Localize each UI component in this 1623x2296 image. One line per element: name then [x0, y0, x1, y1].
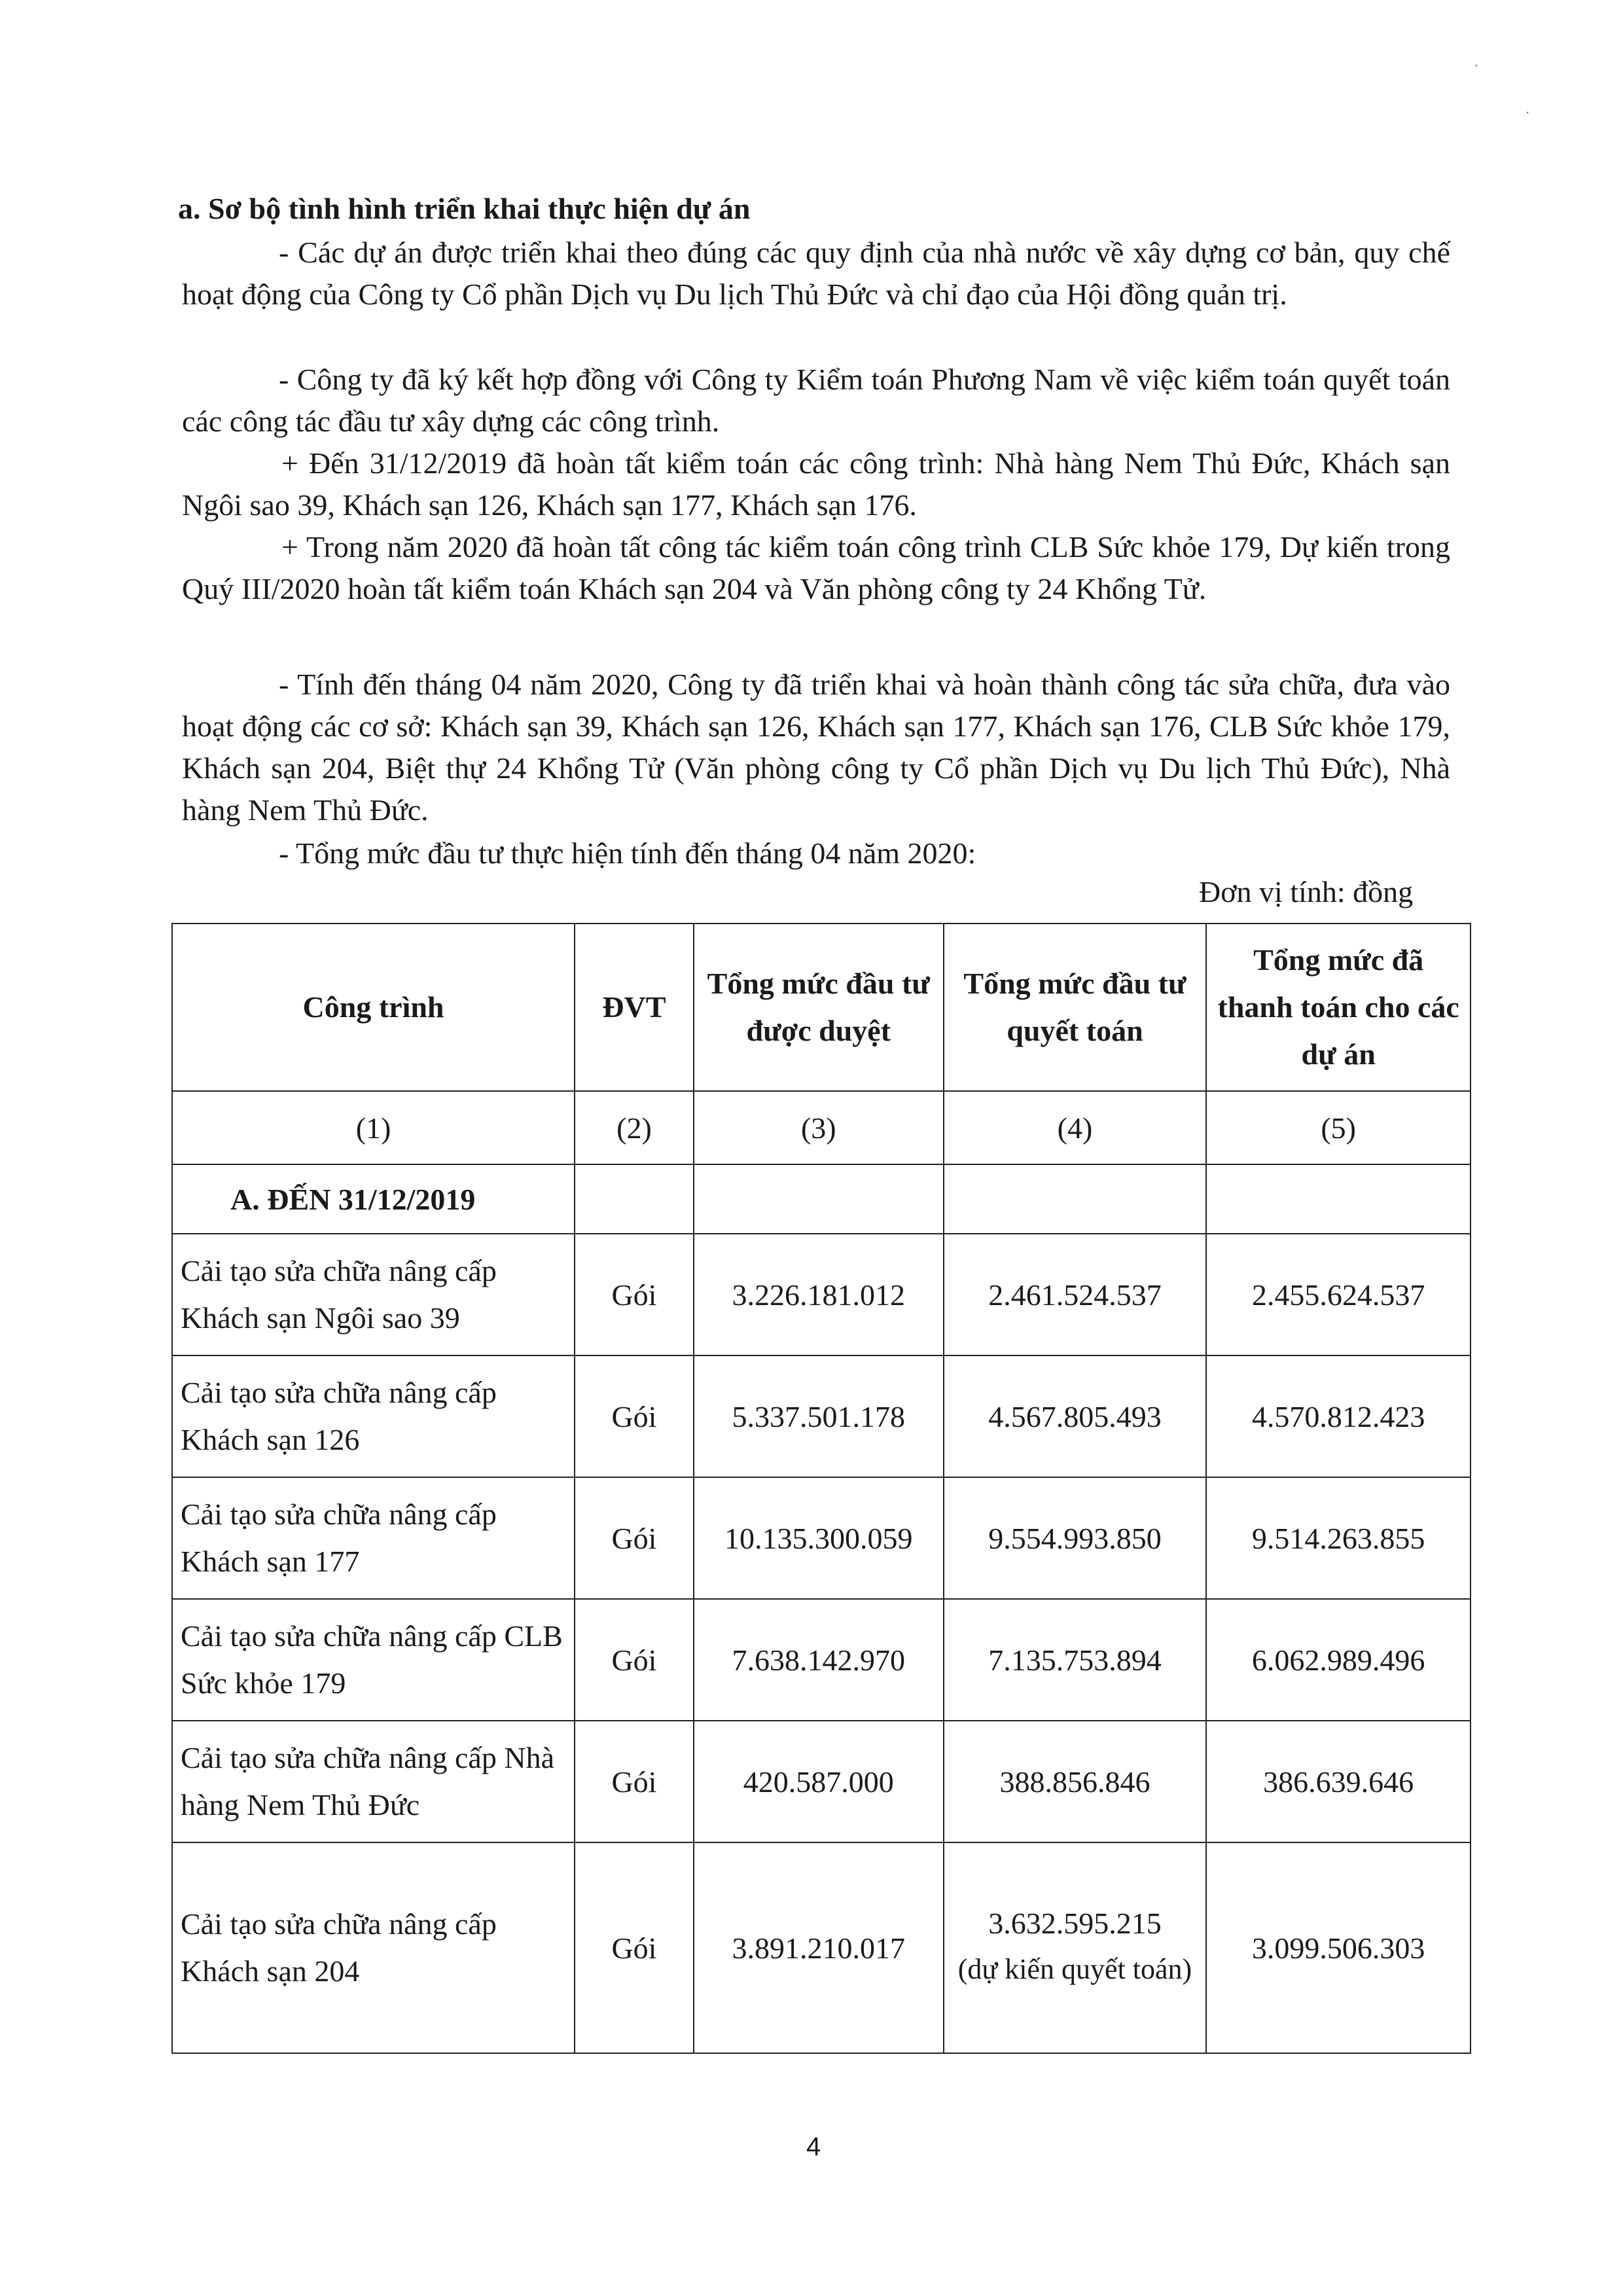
settled-cell: 7.135.753.894: [944, 1599, 1207, 1721]
paid-cell: 4.570.812.423: [1206, 1355, 1471, 1477]
column-number: (2): [575, 1091, 694, 1164]
project-name: Cải tạo sửa chữa nâng cấp Khách sạn 177: [172, 1477, 575, 1599]
paragraph-1: - Các dự án được triển khai theo đúng các quy định của nhà nước về xây dựng cơ bản, quy chế hoạt động của Công ty Cổ phần Dịch vụ Du lịch Thủ Đức và chỉ đạo của Hội đồng quản trị.: [182, 236, 1450, 311]
table-row: [172, 1355, 1471, 1477]
unit-cell: Gói: [575, 1599, 694, 1721]
settled-estimate-note: (dự kiến quyết toán): [957, 1952, 1192, 1985]
unit-cell: Gói: [575, 1234, 694, 1355]
column-number: (4): [944, 1091, 1207, 1164]
header-paid: Tổng mức đã thanh toán cho các dự án: [1206, 924, 1471, 1091]
page-number: 4: [806, 2132, 821, 2161]
table-header-row: [172, 924, 1471, 1091]
scan-speck: ·: [1474, 58, 1479, 75]
table-row: [172, 1599, 1471, 1721]
paid-cell: 6.062.989.496: [1206, 1599, 1471, 1721]
project-name: Cải tạo sửa chữa nâng cấp Khách sạn Ngôi sao 39: [172, 1234, 575, 1355]
header-unit: ĐVT: [575, 924, 694, 1091]
section-row: [172, 1164, 1471, 1234]
section-heading: a. Sơ bộ tình hình triển khai thực hiện dự án: [178, 192, 751, 225]
project-name: Cải tạo sửa chữa nâng cấp CLB Sức khỏe 179: [172, 1599, 575, 1721]
unit-cell: Gói: [575, 1355, 694, 1477]
settled-cell: 9.554.993.850: [944, 1477, 1207, 1599]
approved-cell: 5.337.501.178: [694, 1355, 944, 1477]
table-row: [172, 1721, 1471, 1842]
table-row: [172, 1234, 1471, 1355]
paragraph-5: - Tính đến tháng 04 năm 2020, Công ty đã triển khai và hoàn thành công tác sửa chữa, đưa vào hoạt động các cơ sở: Khách sạn 39, Khách sạn 126, Khách sạn 177, Khách sạn 176, CLB Sức khỏe 179, Khách sạn 204, Biệt thự 24 Khổng Tử (Văn phòng công ty Cổ phần Dịch vụ Du lịch Thủ Đức), Nhà hàng Nem Thủ Đức.: [182, 668, 1450, 827]
column-number: (1): [172, 1091, 575, 1164]
paid-cell: 3.099.506.303: [1206, 1842, 1471, 2053]
approved-cell: 3.891.210.017: [694, 1842, 944, 2053]
scan-speck: ·: [1525, 105, 1530, 122]
header-project: Công trình: [172, 924, 575, 1091]
unit-cell: Gói: [575, 1721, 694, 1842]
header-settled: Tổng mức đầu tư quyết toán: [944, 924, 1207, 1091]
empty-cell: [575, 1164, 694, 1234]
column-number: (3): [694, 1091, 944, 1164]
paragraph-3: + Đến 31/12/2019 đã hoàn tất kiểm toán các công trình: Nhà hàng Nem Thủ Đức, Khách sạn Ngôi sao 39, Khách sạn 126, Khách sạn 177, Khách sạn 176.: [182, 446, 1450, 522]
unit-cell: Gói: [575, 1842, 694, 2053]
approved-cell: 10.135.300.059: [694, 1477, 944, 1599]
empty-cell: [944, 1164, 1207, 1234]
header-approved: Tổng mức đầu tư được duyệt: [694, 924, 944, 1091]
column-number: (5): [1206, 1091, 1471, 1164]
approved-cell: 7.638.142.970: [694, 1599, 944, 1721]
approved-cell: 420.587.000: [694, 1721, 944, 1842]
investment-table: [171, 923, 1471, 2054]
project-name: Cải tạo sửa chữa nâng cấp Nhà hàng Nem Thủ Đức: [172, 1721, 575, 1842]
unit-cell: Gói: [575, 1477, 694, 1599]
paragraph-6: - Tổng mức đầu tư thực hiện tính đến tháng 04 năm 2020:: [279, 836, 976, 870]
project-name: Cải tạo sửa chữa nâng cấp Khách sạn 204: [172, 1842, 575, 2053]
table-row: [172, 1842, 1471, 2053]
table-row: [172, 1477, 1471, 1599]
column-number-row: [172, 1091, 1471, 1164]
settled-value: 3.632.595.215: [988, 1906, 1162, 1940]
paid-cell: 9.514.263.855: [1206, 1477, 1471, 1599]
settled-cell: [944, 1842, 1207, 2053]
paragraph-2: - Công ty đã ký kết hợp đồng với Công ty Kiểm toán Phương Nam về việc kiểm toán quyết toán các công tác đầu tư xây dựng các công trình.: [182, 363, 1450, 438]
section-label: A. ĐẾN 31/12/2019: [172, 1164, 575, 1234]
settled-cell: 4.567.805.493: [944, 1355, 1207, 1477]
project-name: Cải tạo sửa chữa nâng cấp Khách sạn 126: [172, 1355, 575, 1477]
approved-cell: 3.226.181.012: [694, 1234, 944, 1355]
paragraph-4: + Trong năm 2020 đã hoàn tất công tác kiểm toán công trình CLB Sức khỏe 179, Dự kiến trong Quý III/2020 hoàn tất kiểm toán Khách sạn 204 và Văn phòng công ty 24 Khổng Tử.: [182, 530, 1450, 605]
empty-cell: [1206, 1164, 1471, 1234]
paid-cell: 386.639.646: [1206, 1721, 1471, 1842]
paid-cell: 2.455.624.537: [1206, 1234, 1471, 1355]
settled-cell: 388.856.846: [944, 1721, 1207, 1842]
unit-note: Đơn vị tính: đồng: [1199, 875, 1414, 908]
empty-cell: [694, 1164, 944, 1234]
settled-cell: 2.461.524.537: [944, 1234, 1207, 1355]
